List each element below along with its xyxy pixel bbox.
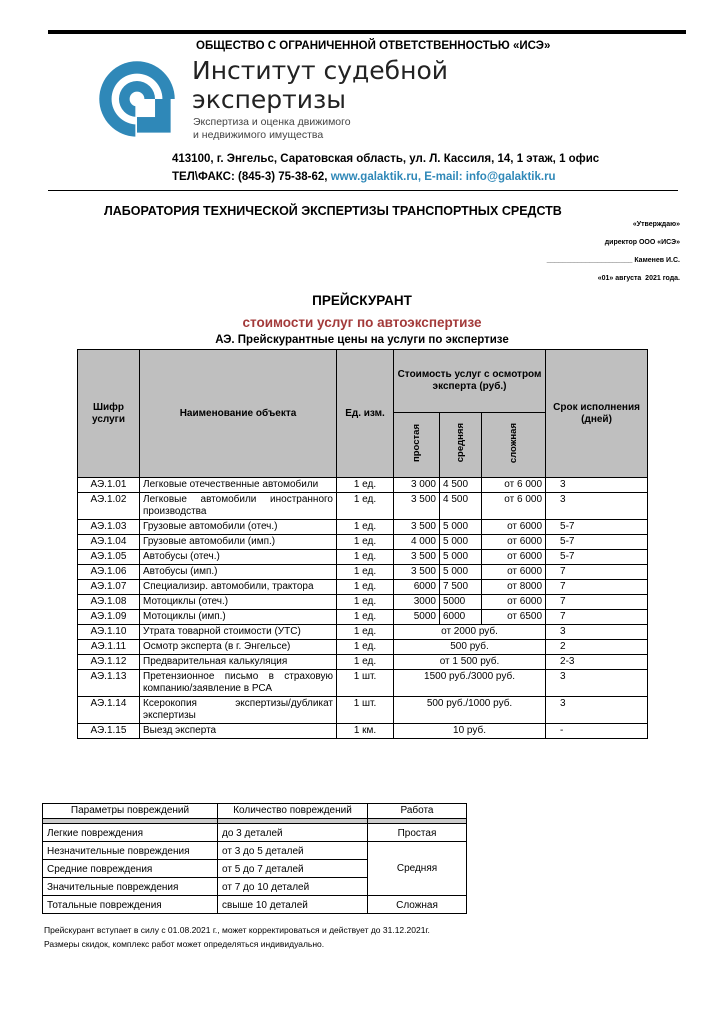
- table-row: [78, 724, 648, 739]
- doc-subtitle: стоимости услуг по автоэкспертизе: [242, 315, 482, 330]
- org-name: ОБЩЕСТВО С ОГРАНИЧЕННОЙ ОТВЕТСТВЕННОСТЬЮ «ИСЭ»: [196, 40, 551, 52]
- institute-subtitle-line2: и недвижимого имущества: [193, 129, 324, 141]
- row-price-mid: 6000: [440, 610, 482, 625]
- row-unit: 1 км.: [337, 724, 394, 739]
- row-price-mid: 7 500: [440, 580, 482, 595]
- row-price-complex: от 6500: [482, 610, 546, 625]
- damage-count: от 5 до 7 деталей: [218, 860, 368, 878]
- row-term: 5-7: [546, 550, 648, 565]
- top-rule: [48, 30, 686, 34]
- row-code: АЭ.1.09: [78, 610, 140, 625]
- table-row: [78, 565, 648, 580]
- row-unit: 1 шт.: [337, 670, 394, 697]
- row-unit: 1 ед.: [337, 520, 394, 535]
- row-price: 500 руб.: [394, 640, 546, 655]
- header-simple: [394, 413, 440, 478]
- row-unit: 1 ед.: [337, 493, 394, 520]
- table-row: [78, 655, 648, 670]
- row-price-complex: от 6000: [482, 595, 546, 610]
- row-price-simple: 4 000: [394, 535, 440, 550]
- institute-subtitle: [193, 116, 351, 142]
- row-price-simple: 3000: [394, 595, 440, 610]
- damage-count: до 3 деталей: [218, 824, 368, 842]
- contacts: [172, 171, 556, 183]
- header-complex: [482, 413, 546, 478]
- row-price: 1500 руб./3000 руб.: [394, 670, 546, 697]
- row-code: АЭ.1.12: [78, 655, 140, 670]
- damage-param: Значительные повреждения: [43, 878, 218, 896]
- site-link[interactable]: www.galaktik.ru: [330, 171, 418, 183]
- row-price-mid: 5 000: [440, 535, 482, 550]
- header-divider: [48, 190, 678, 191]
- row-name: Легковые автомобили иностранного производства: [140, 493, 337, 520]
- row-price-simple: 6000: [394, 580, 440, 595]
- row-unit: 1 ед.: [337, 655, 394, 670]
- table-row: [78, 595, 648, 610]
- damage-work-complex: Сложная: [368, 896, 467, 914]
- table-row: [78, 640, 648, 655]
- row-unit: 1 ед.: [337, 550, 394, 565]
- email-link[interactable]: , E-mail: info@galaktik.ru: [417, 171, 556, 183]
- damage-param: Тотальные повреждения: [43, 896, 218, 914]
- row-term: 7: [546, 580, 648, 595]
- table-row: [78, 478, 648, 493]
- header-term: Срок исполнения (дней): [546, 350, 648, 478]
- row-price-complex: от 6 000: [482, 478, 546, 493]
- row-price-simple: 3 500: [394, 550, 440, 565]
- row-term: 2-3: [546, 655, 648, 670]
- header-complex-label: сложная: [507, 422, 519, 464]
- row-unit: 1 ед.: [337, 580, 394, 595]
- row-term: 3: [546, 493, 648, 520]
- row-term: 7: [546, 595, 648, 610]
- institute-logo: [96, 58, 178, 140]
- row-code: АЭ.1.05: [78, 550, 140, 565]
- row-price-complex: от 6 000: [482, 493, 546, 520]
- table-row: [78, 550, 648, 565]
- damage-count: свыше 10 деталей: [218, 896, 368, 914]
- damage-header-work: Работа: [368, 804, 467, 819]
- row-name: Ксерокопия экспертизы/дубликат экспертизы: [140, 697, 337, 724]
- row-name: Легковые отечественные автомобили: [140, 478, 337, 493]
- row-name: Утрата товарной стоимости (УТС): [140, 625, 337, 640]
- damage-work-mid: Средняя: [368, 842, 467, 896]
- row-unit: 1 ед.: [337, 640, 394, 655]
- footer-note-1: Прейскурант вступает в силу с 01.08.2021 г., может корректироваться и действует до 31.12.2021г.: [44, 925, 430, 935]
- header-name: Наименование объекта: [140, 350, 337, 478]
- row-price-complex: от 6000: [482, 520, 546, 535]
- row-term: 3: [546, 625, 648, 640]
- damage-count: от 7 до 10 деталей: [218, 878, 368, 896]
- damage-param: Легкие повреждения: [43, 824, 218, 842]
- row-price-complex: от 8000: [482, 580, 546, 595]
- row-name: Автобусы (имп.): [140, 565, 337, 580]
- row-code: АЭ.1.06: [78, 565, 140, 580]
- row-price-mid: 5000: [440, 595, 482, 610]
- row-unit: 1 ед.: [337, 595, 394, 610]
- row-code: АЭ.1.04: [78, 535, 140, 550]
- row-term: 2: [546, 640, 648, 655]
- row-code: АЭ.1.10: [78, 625, 140, 640]
- row-term: 3: [546, 670, 648, 697]
- header-unit: Ед. изм.: [337, 350, 394, 478]
- row-code: АЭ.1.01: [78, 478, 140, 493]
- row-name: Грузовые автомобили (отеч.): [140, 520, 337, 535]
- row-code: АЭ.1.03: [78, 520, 140, 535]
- table-row: [78, 610, 648, 625]
- table-row: [78, 580, 648, 595]
- row-price-simple: 3 000: [394, 478, 440, 493]
- row-name: Автобусы (отеч.): [140, 550, 337, 565]
- row-term: 5-7: [546, 520, 648, 535]
- row-price-complex: от 6000: [482, 535, 546, 550]
- table-row: [78, 493, 648, 520]
- row-price: от 2000 руб.: [394, 625, 546, 640]
- row-term: 7: [546, 610, 648, 625]
- damage-work-simple: Простая: [368, 824, 467, 842]
- approval-line2: директор ООО «ИСЭ»: [604, 239, 680, 246]
- row-name: Выезд эксперта: [140, 724, 337, 739]
- row-code: АЭ.1.07: [78, 580, 140, 595]
- institute-title-line2: экспертизы: [192, 85, 347, 114]
- institute-title-line1: Институт судебной: [192, 56, 448, 85]
- row-name: Предварительная калькуляция: [140, 655, 337, 670]
- row-code: АЭ.1.08: [78, 595, 140, 610]
- table-row: [78, 697, 648, 724]
- row-unit: 1 шт.: [337, 697, 394, 724]
- row-price-mid: 4 500: [440, 478, 482, 493]
- lab-title: ЛАБОРАТОРИЯ ТЕХНИЧЕСКОЙ ЭКСПЕРТИЗЫ ТРАНСПОРТНЫХ СРЕДСТВ: [104, 204, 562, 218]
- damage-param: Средние повреждения: [43, 860, 218, 878]
- row-code: АЭ.1.02: [78, 493, 140, 520]
- approval-line1: «Утверждаю»: [632, 221, 680, 228]
- row-code: АЭ.1.15: [78, 724, 140, 739]
- row-price-simple: 3 500: [394, 520, 440, 535]
- approval-line3: ______________________ Каменев И.С.: [546, 257, 680, 264]
- price-table-body: [78, 478, 648, 739]
- table-row: [78, 520, 648, 535]
- table-row: [78, 670, 648, 697]
- address: 413100, г. Энгельс, Саратовская область, ул. Л. Кассиля, 14, 1 этаж, 1 офис: [172, 153, 600, 165]
- row-code: АЭ.1.14: [78, 697, 140, 724]
- row-name: Осмотр эксперта (в г. Энгельсе): [140, 640, 337, 655]
- table-row: [78, 625, 648, 640]
- header-mid: [440, 413, 482, 478]
- row-price-mid: 5 000: [440, 550, 482, 565]
- header-simple-label: простая: [410, 424, 422, 462]
- row-price-complex: от 6000: [482, 550, 546, 565]
- row-name: Претензионное письмо в страховую компанию/заявление в РСА: [140, 670, 337, 697]
- doc-title: ПРЕЙСКУРАНТ: [312, 293, 412, 308]
- row-unit: 1 ед.: [337, 478, 394, 493]
- footer-note-2: Размеры скидок, комплекс работ может определяться индивидуально.: [44, 939, 325, 949]
- phone-fax: ТЕЛ\ФАКС: (845-3) 75-38-62,: [172, 171, 331, 183]
- approval-line4: «01» августа 2021 года.: [597, 275, 680, 282]
- price-table: [77, 349, 648, 739]
- row-term: 5-7: [546, 535, 648, 550]
- row-term: 3: [546, 697, 648, 724]
- row-price-simple: 3 500: [394, 493, 440, 520]
- row-price-complex: от 6000: [482, 565, 546, 580]
- row-name: Мотоциклы (отеч.): [140, 595, 337, 610]
- row-code: АЭ.1.13: [78, 670, 140, 697]
- institute-title: [192, 56, 448, 114]
- row-price-mid: 5 000: [440, 565, 482, 580]
- damage-count: от 3 до 5 деталей: [218, 842, 368, 860]
- row-unit: 1 ед.: [337, 535, 394, 550]
- header-mid-label: средняя: [454, 423, 466, 463]
- row-price: от 1 500 руб.: [394, 655, 546, 670]
- header-code: Шифр услуги: [78, 350, 140, 478]
- row-price: 500 руб./1000 руб.: [394, 697, 546, 724]
- row-price-simple: 3 500: [394, 565, 440, 580]
- damage-header-params: Параметры повреждений: [43, 804, 218, 819]
- damage-param: Незначительные повреждения: [43, 842, 218, 860]
- row-name: Мотоциклы (имп.): [140, 610, 337, 625]
- damage-table: [42, 803, 467, 914]
- institute-subtitle-line1: Экспертиза и оценка движимого: [193, 116, 351, 128]
- row-unit: 1 ед.: [337, 610, 394, 625]
- row-code: АЭ.1.11: [78, 640, 140, 655]
- table-caption: АЭ. Прейскурантные цены на услуги по экспертизе: [215, 334, 509, 346]
- row-price: 10 руб.: [394, 724, 546, 739]
- row-term: 7: [546, 565, 648, 580]
- row-price-mid: 4 500: [440, 493, 482, 520]
- row-price-mid: 5 000: [440, 520, 482, 535]
- row-name: Специализир. автомобили, трактора: [140, 580, 337, 595]
- row-price-simple: 5000: [394, 610, 440, 625]
- row-unit: 1 ед.: [337, 625, 394, 640]
- header-cost: Стоимость услуг с осмотром эксперта (руб.): [394, 350, 546, 413]
- row-unit: 1 ед.: [337, 565, 394, 580]
- row-name: Грузовые автомобили (имп.): [140, 535, 337, 550]
- row-term: 3: [546, 478, 648, 493]
- row-term: -: [546, 724, 648, 739]
- table-row: [78, 535, 648, 550]
- damage-header-count: Количество повреждений: [218, 804, 368, 819]
